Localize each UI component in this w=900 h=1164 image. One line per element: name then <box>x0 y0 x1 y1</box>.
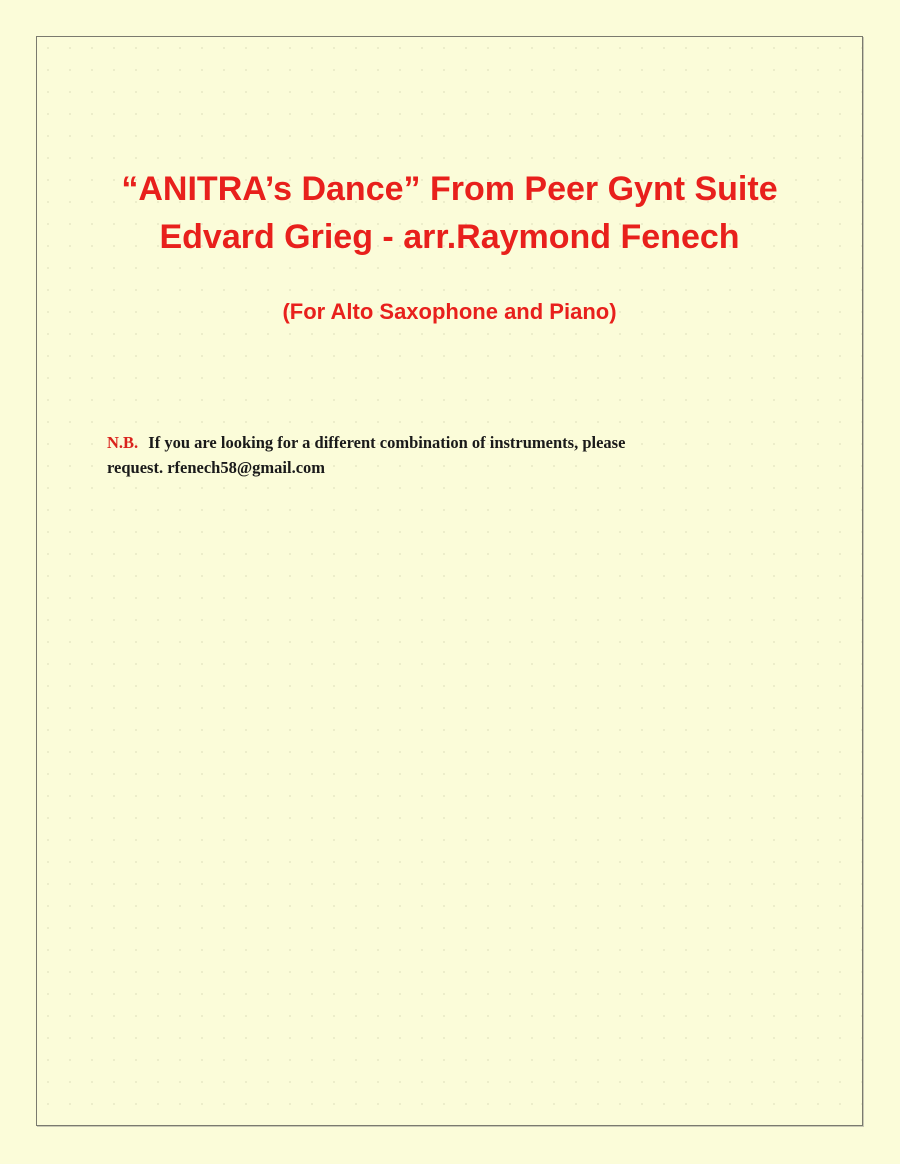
title-block <box>37 165 862 261</box>
note-prefix: N.B. <box>107 433 139 452</box>
page-frame <box>36 36 863 1126</box>
title-line-1: “ANITRA’s Dance” From Peer Gynt Suite <box>121 170 778 208</box>
note-paragraph <box>107 430 787 480</box>
note-line-2: request. rfenech58@gmail.com <box>107 458 326 477</box>
title-line-2: Edvard Grieg - arr.Raymond Fenech <box>159 218 740 256</box>
note-line-1: If you are looking for a different combination of instruments, please <box>148 433 626 452</box>
subtitle: (For Alto Saxophone and Piano) <box>282 299 617 324</box>
